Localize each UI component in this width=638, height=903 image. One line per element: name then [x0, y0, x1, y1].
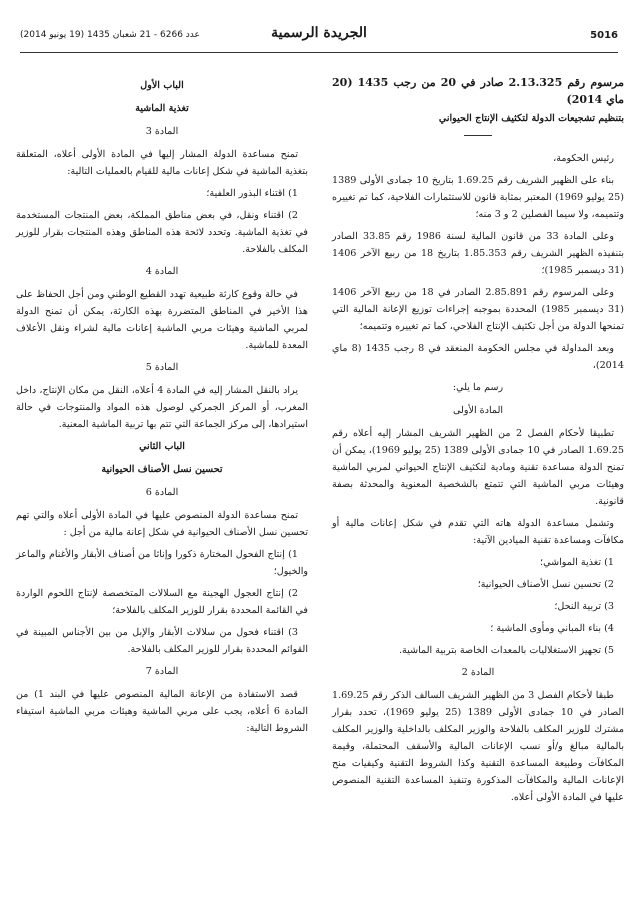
paragraph: طبقا لأحكام الفصل 3 من الظهير الشريف السالف الذكر رقم 1.69.25 الصادر في 10 جمادى الأولى 1389 (25 يوليو 1969)، تحدد بقرار مشترك للوزير المكلف بالفلاحة والوزير المكلف بالداخلية والوزير المكلف بالمالية مبالغ و/أو نسب الإعانات المالية والأسقف المحتملة، وقيمة المكافآت وطبيعة المساعدة التقنية وكذا الشروط التقنية وكيفيات منح الإعانات المالية والمكافآت المذكورة وتنفيذ المساعدة التقنية المنصوص عليها في المادة الأولى أعلاه. [332, 690, 624, 803]
list-item: 1) اقتناء البذور العلفية؛ [206, 188, 298, 199]
paragraph: بناء على الظهير الشريف رقم 1.69.25 بتاريخ 10 جمادى الأولى 1389 (25 يوليو 1969) المعتبر بمثابة قانون للاستثمارات الفلاحية، كما تم تغييره وتتميمه، ولا سيما الفصلين 2 و 3 منه؛ [332, 175, 624, 220]
list-item: 2) إنتاج العجول الهجينة مع السلالات المتخصصة لإنتاج اللحوم الواردة في القائمة المحددة بقرار للوزير المكلف بالفلاحة؛ [16, 588, 308, 616]
chapter-title: الباب الثاني [139, 441, 185, 452]
paragraph: تطبيقا لأحكام الفصل 2 من الظهير الشريف المشار إليه أعلاه رقم 1.69.25 الصادر في 10 جمادى الأولى 1389 (25 يوليو 1969)، يمكن أن تمنح الدولة مساعدة تقنية ومادية لتكثيف الإنتاج الحيواني لمربي الماشية وهيئات مربي الماشية التي تتمتع بالشخصية المعنوية والمحدثة بصفة قانونية. [332, 428, 625, 507]
chapter-subject: تغذية الماشية [135, 103, 189, 114]
article-title: المادة الأولى [452, 405, 504, 416]
header-divider [20, 52, 618, 53]
gazette-title: الجريدة الرسمية [271, 25, 367, 41]
list-item: 2) اقتناء ونقل، في بعض مناطق المملكة، بعض المنتجات المستخدمة في تغذية الماشية. وتحدد لائحة هذه المناطق وهذه المنتجات بقرار للوزير المكلف بالفلاحة. [16, 210, 308, 255]
page-number: 5016 [590, 30, 618, 41]
decree-title: مرسوم رقم 2.13.325 صادر في 20 من رجب 1435 (20 ماي 2014) [332, 76, 624, 106]
paragraph: رئيس الحكومة، [553, 153, 614, 164]
list-item: 1) إنتاج الفحول المختارة ذكورا وإناثا من أصناف الأبقار والأغنام والماعز والخيول؛ [16, 549, 308, 577]
page-header [20, 24, 618, 46]
list-item: 2) تحسين نسل الأصناف الحيوانية؛ [477, 579, 614, 590]
article-title: المادة 4 [145, 266, 179, 277]
paragraph: يراد بالنقل المشار إليه في المادة 4 أعلاه، النقل من مكان الإنتاج، داخل المغرب، أو المركز الجمركي لوصول هذه المواد والمنتوجات في حالة استيرادها، إلى مركز الجماعة التي تتم بها تربية الماشية المعنية. [16, 385, 308, 430]
list-item: 3) تربية النحل؛ [554, 601, 614, 612]
paragraph: تمنح مساعدة الدولة المشار إليها في المادة الأولى أعلاه، المتعلقة بتغذية الماشية في شكل إعانات مالية للقيام بالعمليات التالية: [16, 149, 308, 177]
list-item: 4) بناء المباني ومأوى الماشية ؛ [490, 623, 614, 634]
paragraph: في حالة وقوع كارثة طبيعية تهدد القطيع الوطني ومن أجل الحفاظ على هذا الأخير في المناطق المتضررة بهذه الكارثة، يمكن أن تمنح الدولة لمربي الماشية وهيئات مربي الماشية إعانات مالية لشراء ونقل الأعلاف المعدة للماشية. [16, 289, 308, 351]
left-column [16, 74, 308, 742]
paragraph: قصد الاستفادة من الإعانة المالية المنصوص عليها في البند 1) من المادة 6 أعلاه، يجب على مربي الماشية وهيئات مربي الماشية استيفاء الشروط التالية: [16, 689, 308, 734]
article-title: المادة 5 [145, 362, 179, 373]
decree-subject: بتنظيم تشجيعات الدولة لتكثيف الإنتاج الحيواني [438, 113, 624, 124]
list-item: 1) تغذية المواشي؛ [540, 557, 614, 568]
paragraph: وعلى المرسوم رقم 2.85.891 الصادر في 18 من ربيع الآخر 1406 (31 ديسمبر 1985) المحددة بموجبه إجراءات توزيع الإعانة المالية التي تمنحها الدولة من أجل تكثيف الإنتاج الفلاحي، كما تم تغييره وتتميمه؛ [332, 287, 624, 332]
article-title: المادة 2 [461, 667, 495, 678]
paragraph: تمنح مساعدة الدولة المنصوص عليها في المادة الأولى أعلاه والتي تهم تحسين نسل الأصناف الحيوانية في شكل إعانة مالية من أجل : [16, 510, 308, 538]
paragraph: وعلى المادة 33 من قانون المالية لسنة 1986 رقم 33.85 الصادر بتنفيذه الظهير الشريف رقم 1.85.353 بتاريخ 18 من ربيع الآخر 1406 (31 ديسمبر 1985)؛ [332, 231, 625, 276]
article-title: المادة 6 [145, 487, 179, 498]
decree-formula: رسم ما يلي: [452, 382, 504, 393]
list-item: 3) اقتناء فحول من سلالات الأبقار والإبل من بين الأجناس المبينة في القوائم المحددة بقرار للوزير المكلف بالفلاحة. [16, 627, 308, 655]
paragraph: وتشمل مساعدة الدولة هاته التي تقدم في شكل إعانات مالية أو مكافآت ومساعدة تقنية الميادين الآتية: [332, 518, 624, 546]
right-column [332, 74, 624, 811]
article-title: المادة 7 [145, 666, 179, 677]
issue-info: عدد 6266 - 21 شعبان 1435 (19 يونيو 2014) [20, 30, 200, 40]
paragraph: وبعد المداولة في مجلس الحكومة المنعقد في 8 رجب 1435 (8 ماي 2014)، [332, 343, 624, 371]
title-divider [464, 135, 492, 136]
chapter-subject: تحسين نسل الأصناف الحيوانية [101, 464, 223, 475]
chapter-title: الباب الأول [140, 80, 184, 91]
list-item: 5) تجهيز الاستغلاليات بالمعدات الخاصة بتربية الماشية. [399, 645, 614, 656]
article-title: المادة 3 [145, 126, 179, 137]
